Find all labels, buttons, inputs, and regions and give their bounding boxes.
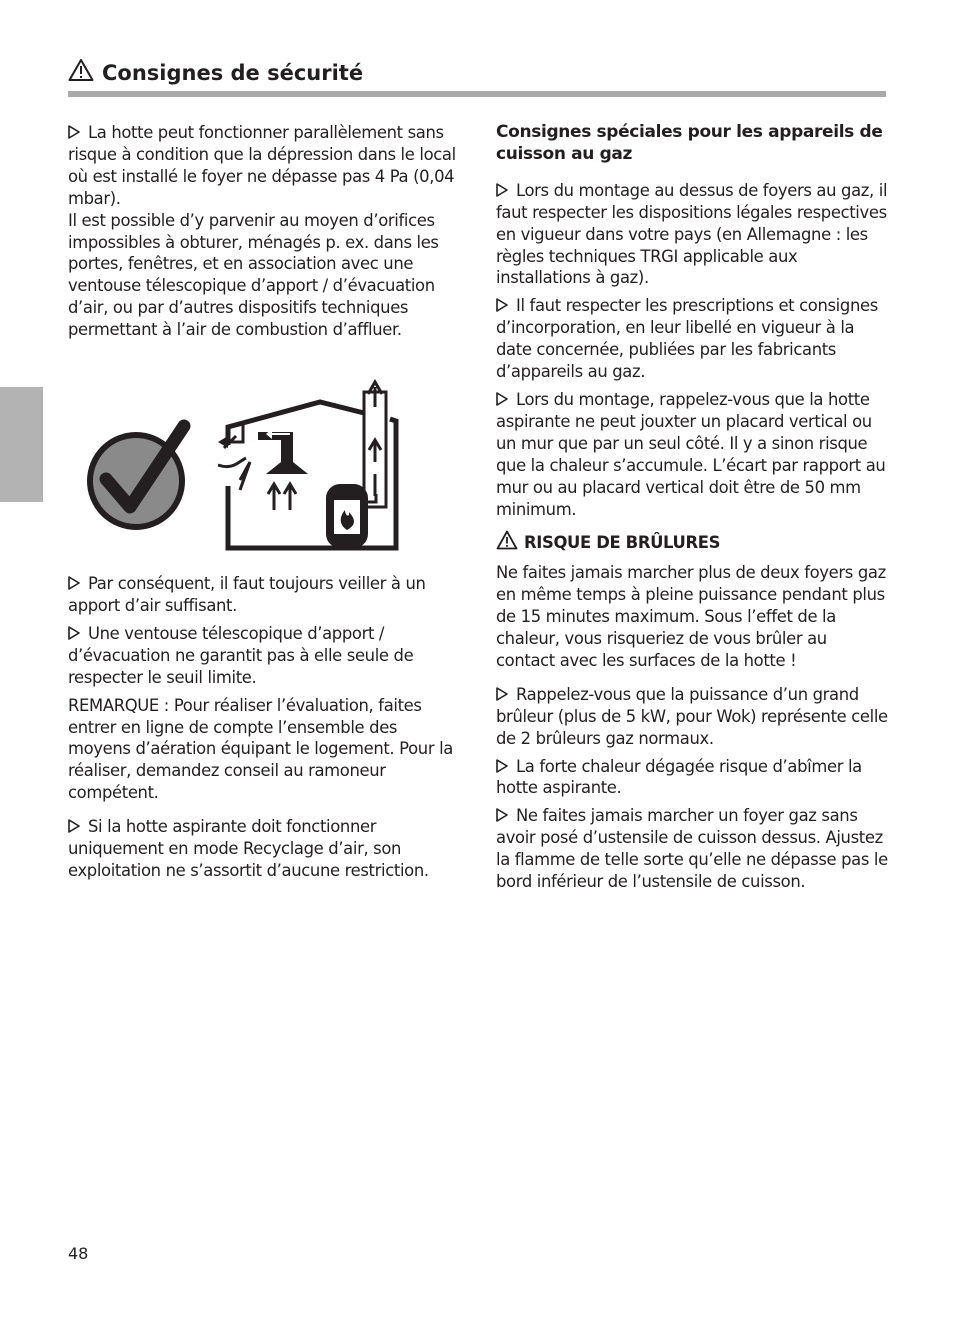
bullet-item xyxy=(68,623,460,689)
burn-risk-heading-text: RISQUE DE BRÛLURES xyxy=(524,533,721,553)
bullet-arrow-icon xyxy=(496,183,508,197)
left-column xyxy=(68,122,460,888)
bullet-text: Il faut respecter les prescriptions et consignes d’incorporation, en leur libellé en vigueur à la date concernée, publiées par les fabricants d’appareils au gaz. xyxy=(496,296,878,382)
bullet-item xyxy=(496,756,888,800)
title-rule xyxy=(68,91,886,97)
bullet-text: Une ventouse télescopique d’apport / d’évacuation ne garantit pas à elle seule de respecter le seuil limite. xyxy=(68,623,414,687)
intro-paragraph-2-text: Il est possible d’y parvenir au moyen d’orifices impossibles à obturer, ménagés p. ex. dans les portes, fenêtres, et en association avec une ventouse télescopique d’apport / d’évacuation d’air, ou par d’autres dispositifs techniques permettant à l’air de combustion d’affluer. xyxy=(68,210,439,340)
intro-paragraph-text: La hotte peut fonctionner parallèlement sans risque à condition que la dépression dans le local où est installé le foyer ne dépasse pas 4 Pa (0,04 mbar). xyxy=(68,123,456,208)
bullet-arrow-icon xyxy=(496,808,508,822)
bullet-text: Lors du montage, rappelez-vous que la hotte aspirante ne peut jouxter un placard vertical ou un mur que par un seul côté. Il y a sinon risque que la chaleur s’accumule. L’écart par rapport au mur ou au placard vertical doit être de 50 mm minimum. xyxy=(496,389,886,519)
bullet-item xyxy=(496,684,888,750)
bullet-arrow-icon xyxy=(496,298,508,312)
bullet-text: La forte chaleur dégagée risque d’abîmer la hotte aspirante. xyxy=(496,756,862,798)
bullet-arrow-icon xyxy=(68,626,80,640)
ventilation-house-checkmark-icon xyxy=(68,362,460,552)
bullet-arrow-icon xyxy=(68,125,80,139)
bullet-item xyxy=(496,295,888,383)
bullet-text: Ne faites jamais marcher un foyer gaz sans avoir posé d’ustensile de cuisson dessus. Ajustez la flamme de telle sorte qu’elle ne dépasse pas le bord inférieur de l’ustensile de cuisson. xyxy=(496,806,888,892)
right-column xyxy=(496,122,888,899)
remark-paragraph: REMARQUE : Pour réaliser l’évaluation, faites entrer en ligne de compte l’ensemble des moyens d’aération équipant le logement. Pour la réaliser, demandez conseil au ramoneur compétent. xyxy=(68,695,453,803)
bullet-arrow-icon xyxy=(68,819,80,833)
burn-risk-heading xyxy=(496,530,888,556)
page-title-text: Consignes de sécurité xyxy=(102,60,364,85)
page-number: 48 xyxy=(68,1244,89,1263)
bullet-arrow-icon xyxy=(68,576,80,590)
chapter-side-tab xyxy=(0,387,43,502)
bullet-text: Par conséquent, il faut toujours veiller à un apport d’air suffisant. xyxy=(68,574,426,615)
bullet-text: Si la hotte aspirante doit fonctionner uniquement en mode Recyclage d’air, son exploitation ne s’assortit d’aucune restriction. xyxy=(68,817,429,880)
warning-triangle-icon xyxy=(68,58,94,87)
bullet-item xyxy=(68,816,460,882)
bullet-arrow-icon xyxy=(496,759,508,773)
burn-risk-text: Ne faites jamais marcher plus de deux foyers gaz en même temps à pleine puissance pendant plus de 15 minutes maximum. Sous l’effet de la chaleur, vous risqueriez de vous brûler au contact avec les surfaces de la hotte ! xyxy=(496,563,886,670)
bullet-item xyxy=(496,805,888,893)
bullet-item xyxy=(68,573,460,617)
bullet-arrow-icon xyxy=(496,687,508,701)
page-title xyxy=(68,58,886,87)
intro-paragraph xyxy=(68,122,460,341)
bullet-text: Rappelez-vous que la puissance d’un grand brûleur (plus de 5 kW, pour Wok) représente celle de 2 brûleurs gaz normaux. xyxy=(496,684,888,748)
warning-triangle-icon xyxy=(496,530,518,556)
bullet-text: Lors du montage au dessus de foyers au gaz, il faut respecter les dispositions légales respectives en vigueur dans votre pays (en Allemagne : les règles techniques TRGI applicable aux installations à gaz). xyxy=(496,180,888,288)
bullet-item xyxy=(496,180,888,290)
bullet-arrow-icon xyxy=(496,392,508,406)
gas-appliances-heading: Consignes spéciales pour les appareils de cuisson au gaz xyxy=(496,122,883,164)
bullet-item xyxy=(496,389,888,520)
